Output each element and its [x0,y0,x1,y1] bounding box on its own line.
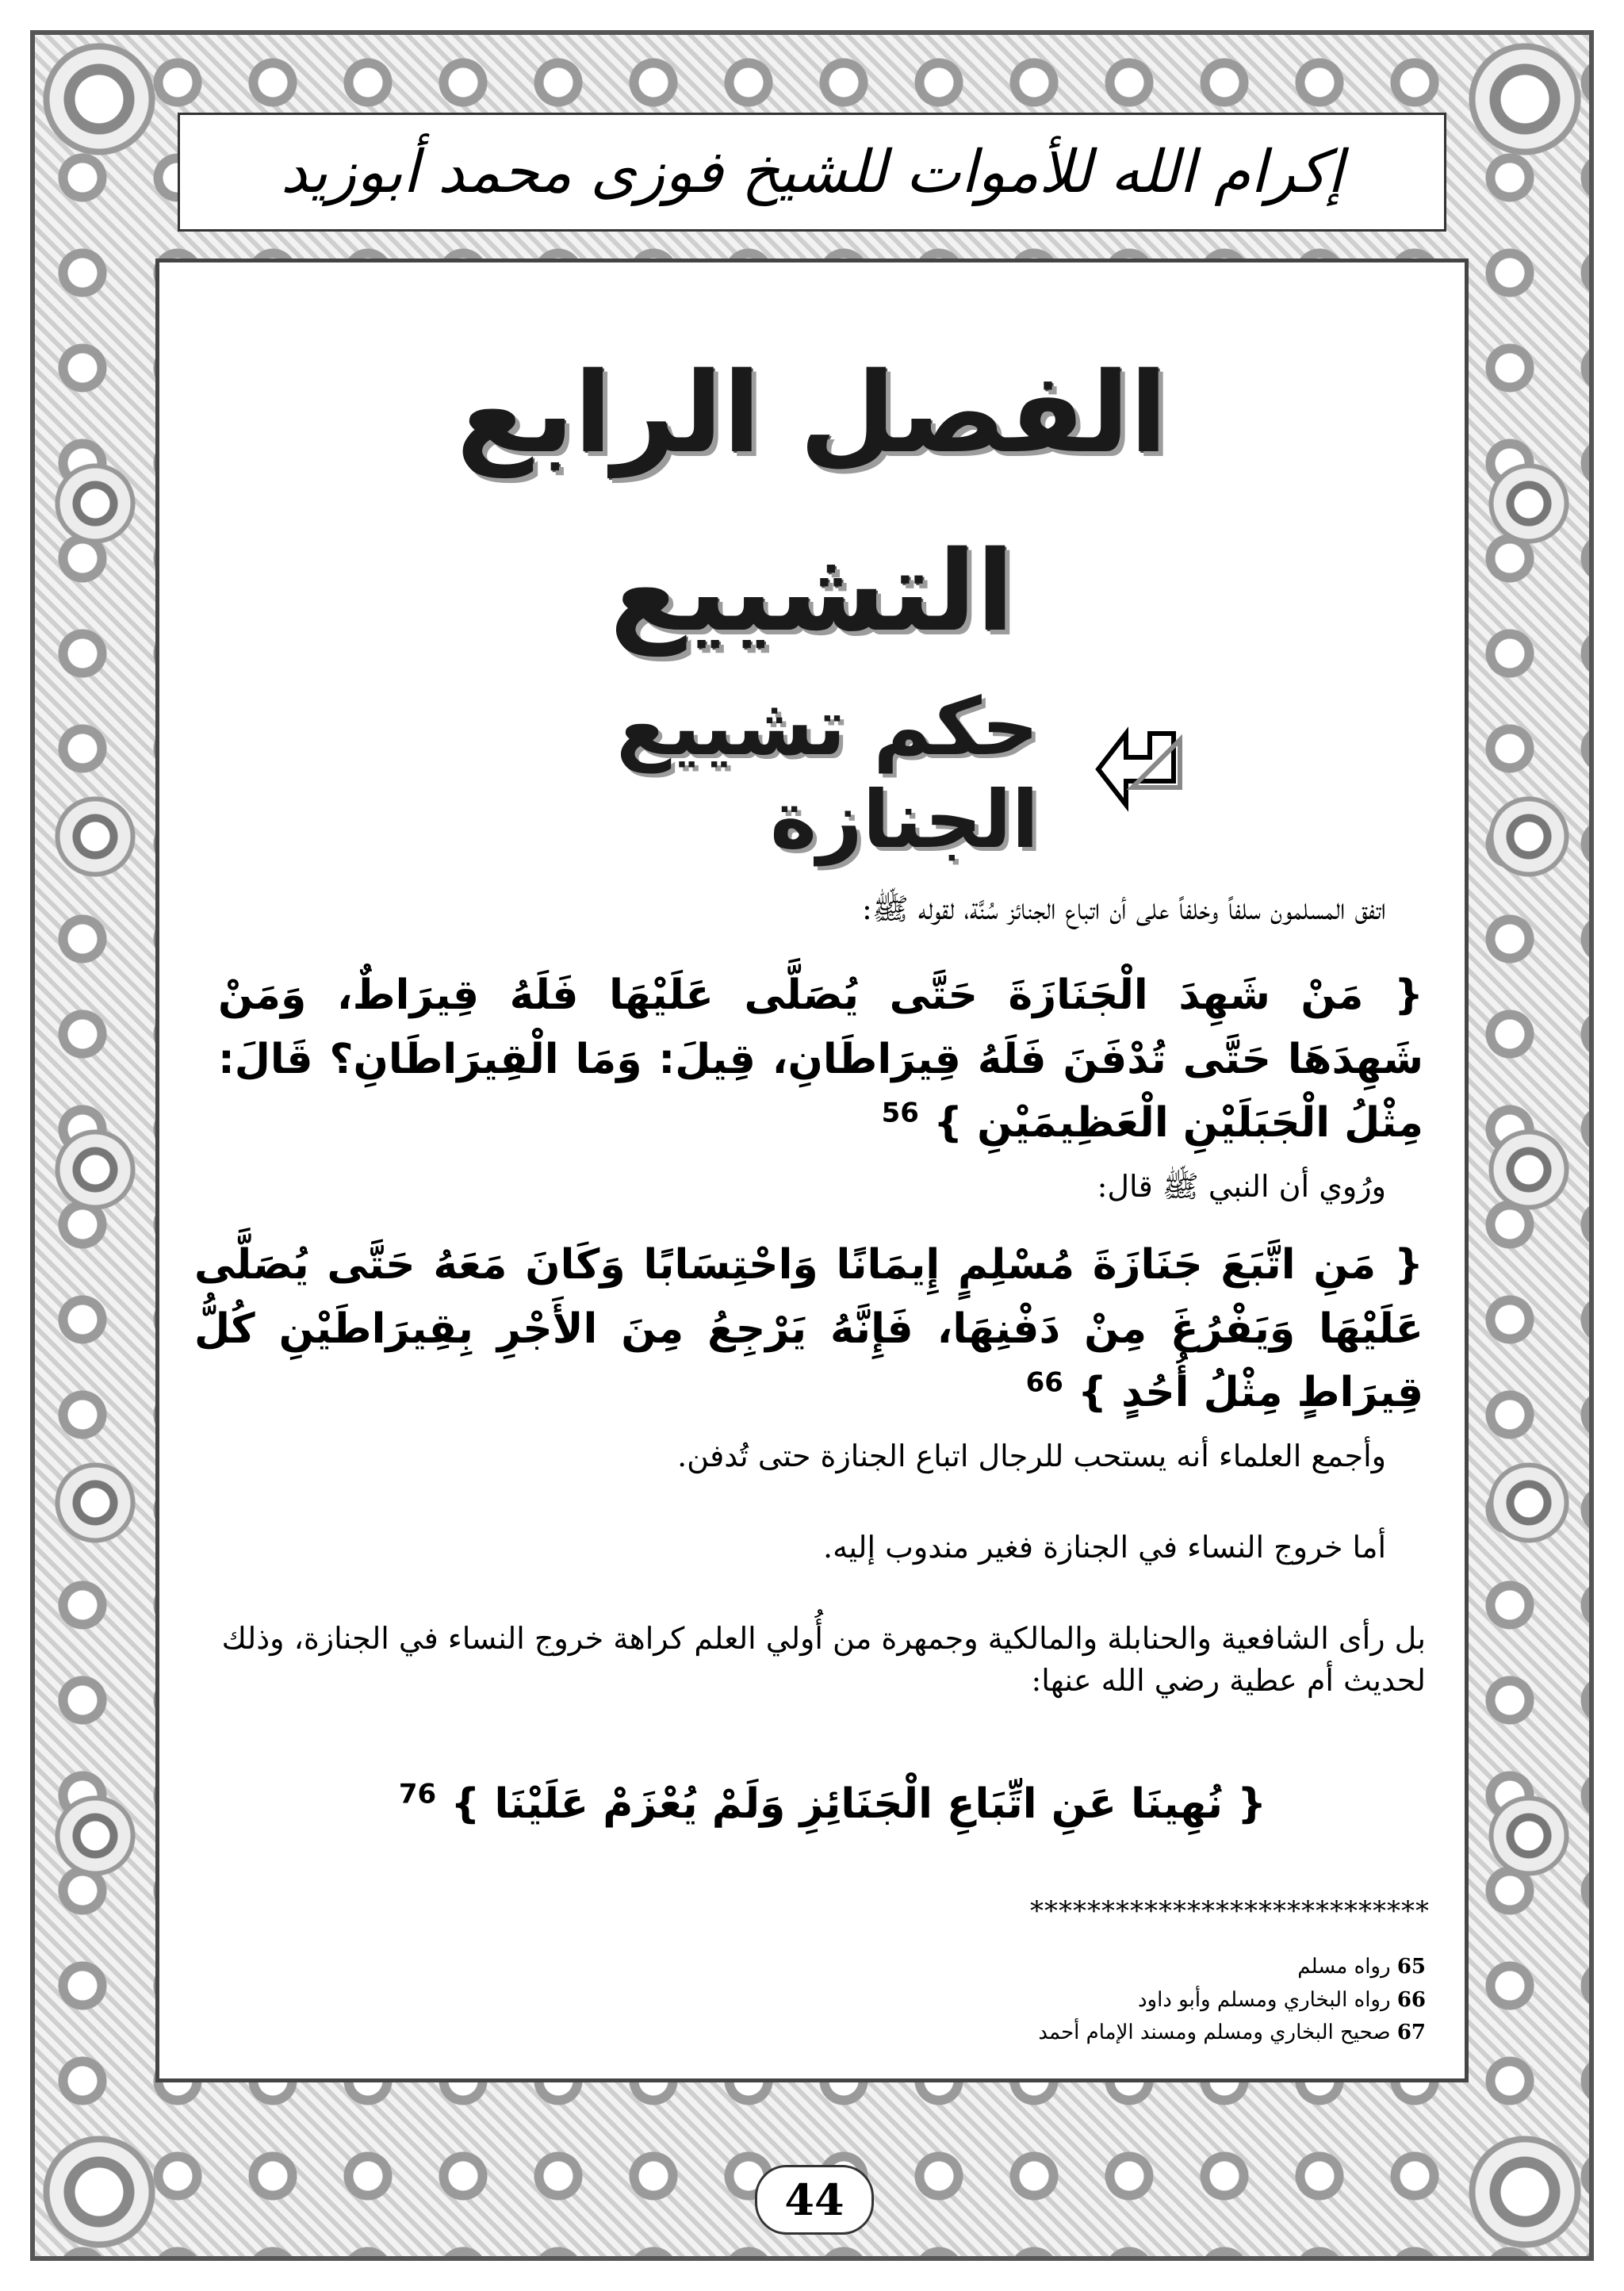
section-heading [508,680,1189,866]
paragraph: أما خروج النساء في الجنازة فغير مندوب إليه. [822,1530,1386,1565]
running-header [178,113,1446,232]
hadith-text: { نُهِينَا عَنِ اتِّبَاعِ الْجَنَائِزِ وَلَمْ يُعْزَمْ عَلَيْنَا } [450,1780,1267,1828]
section-heading-text: حكم تشييع الجنازة [616,680,1039,866]
side-ornament [52,1792,139,1879]
footnote: 66 رواه البخاري ومسلم وأبو داود [1137,1987,1426,2012]
footnote-ref: 56 [881,1097,919,1129]
corner-ornament [40,2132,159,2251]
corner-ornament [40,40,159,159]
side-ornament [1485,793,1572,880]
paragraph: اتفق المسلمون سلفاً وخلفاً على أن اتباع الجنائز سُنَّة، لقوله ﷺ: [862,891,1386,926]
book-title: إكرام الله للأموات للشيخ فوزى محمد أبوزيد [280,138,1344,206]
paragraph: وأجمع العلماء أنه يستحب للرجال اتباع الجنازة حتى تُدفن. [677,1439,1386,1473]
hadith-text: { مَنْ شَهِدَ الْجَنَازَةَ حَتَّى يُصَلَّى عَلَيْهَا فَلَهُ قِيرَاطٌ، وَمَنْ شَهِدَهَا حَتَّى تُدْفَنَ فَلَهُ قِيرَاطَانِ، قِيلَ: وَمَا الْقِيرَاطَانِ؟ قَالَ: مِثْلُ الْجَبَلَيْنِ الْعَظِيمَيْنِ } [218,971,1423,1147]
chapter-title: الفصل الرابع [456,349,1168,478]
hadith-quote [194,1233,1423,1425]
footnote-ref: 76 [398,1778,437,1810]
corner-ornament [1465,40,1584,159]
side-ornament [52,793,139,880]
paragraph: ورُوي أن النبي ﷺ قال: [1097,1169,1386,1204]
footnote: 67 صحيح البخاري ومسلم ومسند الإمام أحمد [1038,2021,1426,2045]
footnote-separator: **************************** [1030,1895,1430,1927]
hadith-text: { مَنِ اتَّبَعَ جَنَازَةَ مُسْلِمٍ إِيمَانًا وَاحْتِسَابًا وَكَانَ مَعَهُ حَتَّى يُصَلَّى عَلَيْهَا وَيَفْرُغَ مِنْ دَفْنِهَا، فَإِنَّهُ يَرْجِعُ مِنَ الأَجْرِ بِقِيرَاطَيْنِ كُلُّ قِيرَاطٍ مِثْلُ أُحُدٍ } [194,1241,1423,1417]
side-ornament [1485,1126,1572,1213]
footnote: 65 رواه مسلم [1297,1955,1426,1979]
hadith-quote [218,964,1423,1155]
side-ornament [1485,1459,1572,1546]
subject-title: التشييع [609,527,1015,657]
side-ornament [52,1459,139,1546]
paragraph: بل رأى الشافعية والحنابلة والمالكية وجمهرة من أُولي العلم كراهة خروج النساء في الجنازة، وذلك لحديث أم عطية رضي الله عنها: [221,1621,1426,1699]
footnote-ref: 66 [1025,1366,1063,1399]
footnotes [1038,1951,1426,2050]
corner-ornament [1465,2132,1584,2251]
side-ornament [52,1126,139,1213]
arrow-icon [1094,726,1189,821]
hadith-quote [396,1772,1269,1837]
page-number: 44 [755,2165,874,2235]
side-ornament [1485,1792,1572,1879]
